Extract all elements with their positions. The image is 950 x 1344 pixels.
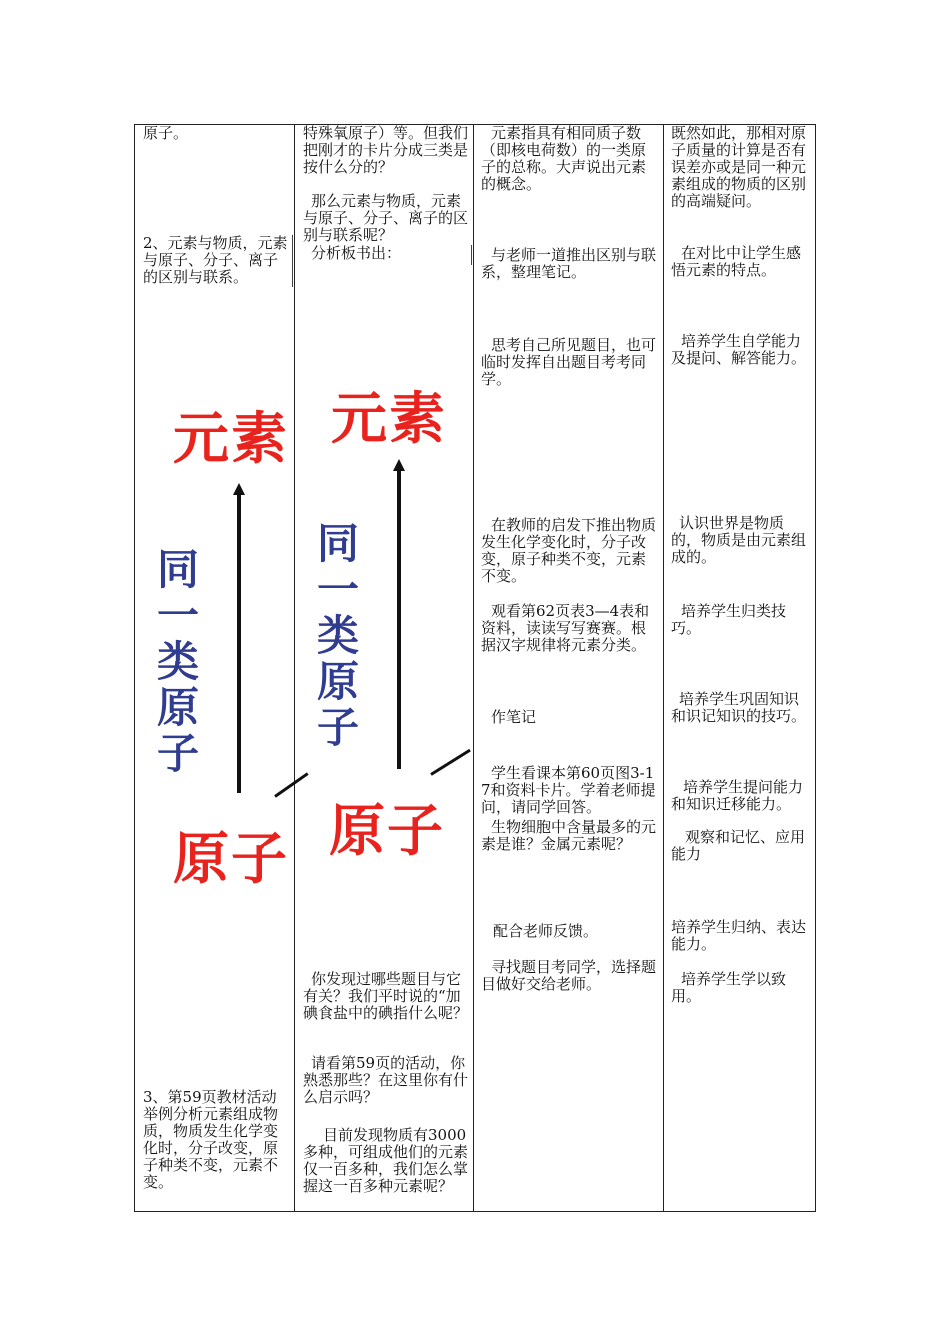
same-atom-char: 类 [316,611,359,660]
lesson-table [134,124,816,1212]
col2-text: 那么元素与物质，元素与原子、分子、离子的区别与联系呢？ [303,192,469,244]
same-atom-char: 一 [316,565,359,614]
arrow-shaft [397,469,401,769]
col3-text: 生物细胞中含量最多的元素是谁？金属元素呢？ [481,818,657,853]
element-label: 元素 [173,407,289,472]
same-atom-char: 子 [156,729,199,778]
col4-text: 培养学生归类技巧。 [671,602,787,637]
col2-text: 目前发现物质有3000多种，可组成他们的元素仅一百多种，我们怎么掌握这一百多种元素呢？ [303,1126,469,1195]
col1-text: 3、第59页教材活动举例分析元素组成物质，物质发生化学变化时，分子改变，原子种类不变，元素不变。 [143,1088,279,1191]
atom-label: 原子 [173,827,289,892]
same-atom-char: 同 [156,545,199,594]
same-atom-char: 子 [316,703,359,752]
atom-label: 原子 [329,799,445,864]
same-atom-char: 一 [156,591,199,640]
same-atom-char: 类 [156,637,199,686]
col3-text: 与老师一道推出区别与联系，整理笔记。 [481,246,657,281]
col3-text: 在教师的启发下推出物质发生化学变化时，分子改变，原子种类不变，元素不变。 [481,516,657,585]
col3-text: 元素指具有相同质子数（即核电荷数）的一类原子的总称。大声说出元素的概念。 [481,124,647,193]
col3-text: 观看第62页表3—4表和资料，读读写写赛赛。根据汉字规律将元素分类。 [481,602,650,654]
element-diagram-left [135,407,295,1025]
col4-text: 培养学生学以致用。 [671,970,787,1005]
image-edge [471,245,472,265]
col1-text: 2、元素与物质，元素与原子、分子、离子的区别与联系。 [143,234,288,286]
col2-text: 分析板书出： [311,244,402,262]
col4-text: 认识世界是物质的，物质是由元素组成的。 [671,514,807,566]
col3-text: 作笔记 [491,708,537,726]
element-label: 元素 [331,387,447,452]
col4-text: 培养学生巩固知识和识记知识的技巧。 [671,690,807,725]
col4-text: 培养学生归纳、表达能力。 [671,918,807,953]
image-edge [292,235,293,287]
diagram-line [430,749,471,776]
col4-text: 观察和记忆、应用能力 [671,828,806,863]
col2-text: 特殊氧原子）等。但我们把刚才的卡片分成三类是按什么分的？ [303,124,469,176]
col1-text: 原子。 [143,124,189,142]
element-diagram-right [295,387,473,1045]
arrow-shaft [237,493,241,793]
col4-text: 培养学生提问能力和知识迁移能力。 [671,778,804,813]
col3-text: 配合老师反馈。 [493,922,599,940]
col3-text: 寻找题目考同学，选择题目做好交给老师。 [481,958,657,993]
col4-text: 培养学生自学能力及提问、解答能力。 [671,332,807,367]
col2-text: 请看第59页的活动，你熟悉那些？在这里你有什么启示吗？ [303,1054,469,1106]
same-atom-char: 原 [156,683,199,732]
col4-text: 既然如此，那相对原子质量的计算是否有误差亦或是同一种元素组成的物质的区别的高端疑问。 [671,124,807,210]
column-divider [473,125,474,1211]
col2-text: 你发现过哪些题目与它有关？我们平时说的“加碘食盐中的碘指什么呢？ [303,970,469,1022]
col4-text: 在对比中让学生感悟元素的特点。 [671,244,802,279]
col3-text: 学生看课本第60页图3-17和资料卡片。学着老师提问，请同学回答。 [481,764,656,816]
column-divider [663,125,664,1211]
same-atom-char: 同 [316,519,359,568]
col3-text: 思考自己所见题目，也可临时发挥自出题目考考同学。 [481,336,657,388]
same-atom-char: 原 [316,657,359,706]
